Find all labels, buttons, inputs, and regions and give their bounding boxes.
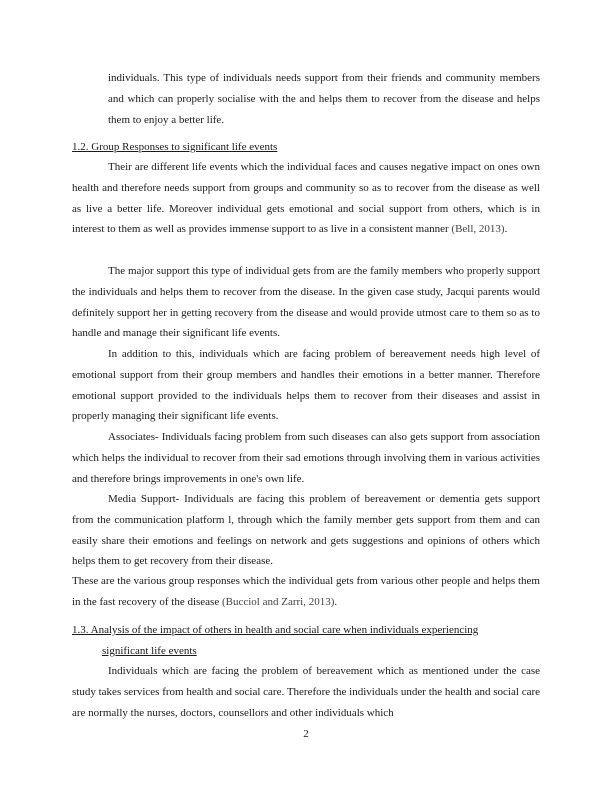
paragraph-life-events [72,157,540,240]
section-heading-1-3 [72,620,540,662]
paragraph-family-support: The major support this type of individual gets from are the family members who properly support the individuals and helps them to recover from the disease. In the given case study, Jacqui parents would definitely support her in getting recovery from the disease and would provide utmost care to them so as to handle and manage their significant life events. [72,265,540,340]
intro-paragraph: individuals. This type of individuals needs support from their friends and community members and which can properly socialise with the and helps them to recover from the disease and helps them to enjoy a better life. [108,72,540,126]
paragraph-media-support: Media Support- Individuals are facing this problem of bereavement or dementia gets support from the communication platform l, through which the family member gets support from them and can easily share their emotions and feelings on network and gets suggestions and opinions of others which helps them to get recovery from their disease. [72,493,540,568]
paragraph-text: Their are different life events which the individual faces and causes negative impact on ones own health and therefore needs support from groups and community so as to recover from the disease as well as live a better life. Moreover individual gets emotional and social support from others, which is in interest to them as well as provides immense support to as live in a consistent manner [72,161,540,236]
heading-line-1: 1.3. Analysis of the impact of others in health and social care when individuals experiencing [72,624,479,636]
citation: (Bucciol and Zarri, 2013) [221,595,335,608]
paragraph-end: . [334,595,338,608]
paragraph-closing [72,571,540,613]
heading-line-2: significant life events [102,644,197,657]
paragraph-associates: Associates- Individuals facing problem from such diseases can also gets support from association which helps the individual to recover from their sad emotions through involving them in various activities and therefore brings improvements in one's own life. [72,431,540,485]
paragraph-health-social-care: Individuals which are facing the problem of bereavement which as mentioned under the case study takes services from health and social care. Therefore the individuals under the health and social care are normally the nurses, doctors, counsellors and other individuals which [72,665,540,719]
page-number: 2 [303,728,309,740]
paragraph-text: These are the various group responses which the individual gets from various other people and helps them in the fast recovery of the disease [72,575,540,608]
citation: (Bell, 2013) [451,223,505,236]
paragraph-emotional-support: In addition to this, individuals which are facing problem of bereavement needs high level of emotional support from their group members and handles their emotions in a better manner. Therefore emotional support provided to the individuals helps them to recover from their diseases and assist in properly managing their significant life events. [72,348,540,423]
paragraph-end: . [504,223,508,236]
section-heading-1-2: 1.2. Group Responses to significant life events [72,141,278,153]
